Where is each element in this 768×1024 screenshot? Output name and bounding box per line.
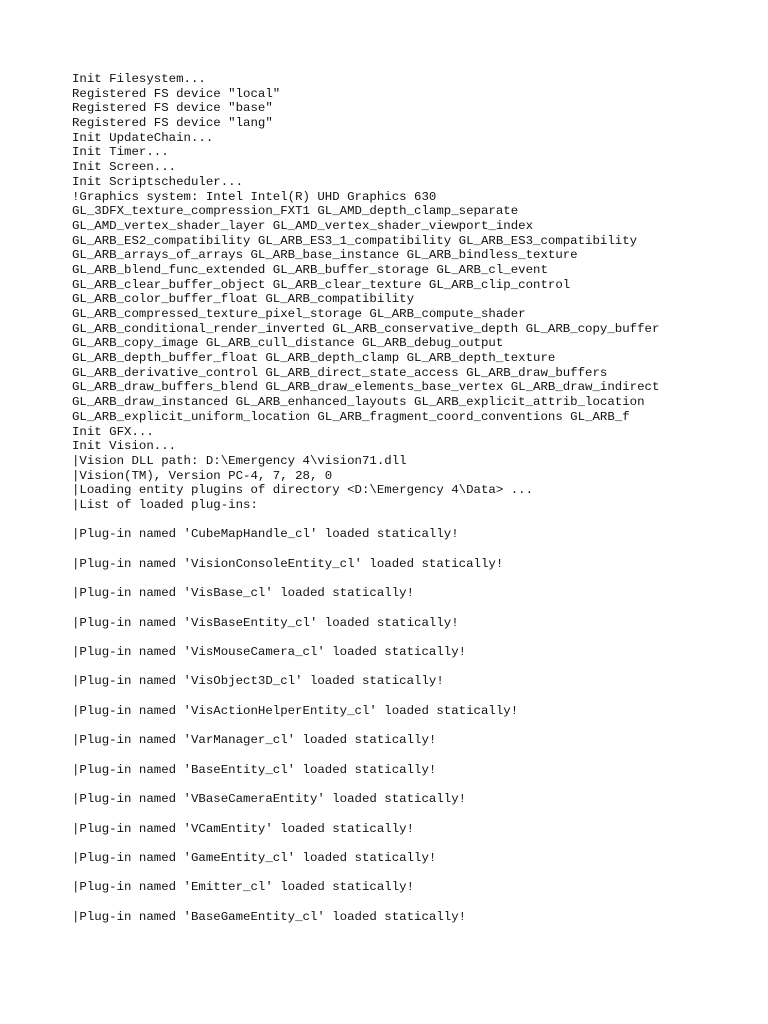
log-line: Init Screen... xyxy=(72,160,177,175)
log-line: GL_ARB_draw_instanced GL_ARB_enhanced_layouts GL_ARB_explicit_attrib_location xyxy=(72,395,645,410)
plugin-line: |Plug-in named 'VarManager_cl' loaded statically! xyxy=(72,733,437,748)
log-line: Init Filesystem... xyxy=(72,72,206,86)
log-line: Registered FS device "lang" xyxy=(72,116,273,131)
log-line: |List of loaded plug-ins: xyxy=(72,497,258,512)
plugin-list xyxy=(72,527,752,939)
plugin-line: |Plug-in named 'VBaseCameraEntity' loaded statically! xyxy=(72,792,467,807)
log-document xyxy=(72,72,752,939)
init-log xyxy=(72,72,752,513)
log-line: GL_ARB_conditional_render_inverted GL_ARB_conservative_depth GL_ARB_copy_buffer xyxy=(72,321,660,336)
log-line: GL_3DFX_texture_compression_FXT1 GL_AMD_depth_clamp_separate xyxy=(72,204,519,219)
log-line: Init UpdateChain... xyxy=(72,130,214,145)
log-line: |Loading entity plugins of directory <D:\Emergency 4\Data> ... xyxy=(72,483,534,498)
plugin-line: |Plug-in named 'VisMouseCamera_cl' loaded statically! xyxy=(72,644,467,659)
plugin-line: |Plug-in named 'VisObject3D_cl' loaded statically! xyxy=(72,674,444,689)
plugin-line: |Plug-in named 'VisActionHelperEntity_cl' loaded statically! xyxy=(72,703,519,718)
log-line: GL_ARB_color_buffer_float GL_ARB_compatibility xyxy=(72,292,415,307)
log-line: |Vision(TM), Version PC-4, 7, 28, 0 xyxy=(72,468,333,483)
log-line: GL_ARB_draw_buffers_blend GL_ARB_draw_elements_base_vertex GL_ARB_draw_indirect xyxy=(72,380,660,395)
log-line: |Vision DLL path: D:\Emergency 4\vision71.dll xyxy=(72,453,407,468)
log-line: !Graphics system: Intel Intel(R) UHD Graphics 630 xyxy=(72,189,437,204)
plugin-line: |Plug-in named 'CubeMapHandle_cl' loaded statically! xyxy=(72,527,459,542)
plugin-line: |Plug-in named 'Emitter_cl' loaded statically! xyxy=(72,880,415,895)
log-line: GL_ARB_compressed_texture_pixel_storage GL_ARB_compute_shader xyxy=(72,307,526,321)
plugin-line: |Plug-in named 'VCamEntity' loaded statically! xyxy=(72,821,415,836)
log-line: GL_ARB_explicit_uniform_location GL_ARB_fragment_coord_conventions GL_ARB_f xyxy=(72,409,630,424)
plugin-line: |Plug-in named 'GameEntity_cl' loaded statically! xyxy=(72,851,437,866)
plugin-line: |Plug-in named 'VisionConsoleEntity_cl' loaded statically! xyxy=(72,556,504,571)
log-line: Init Timer... xyxy=(72,145,169,160)
log-line: Init Vision... xyxy=(72,439,177,454)
plugin-line: |Plug-in named 'VisBaseEntity_cl' loaded statically! xyxy=(72,615,459,630)
log-line: GL_ARB_clear_buffer_object GL_ARB_clear_texture GL_ARB_clip_control xyxy=(72,277,571,292)
plugin-line: |Plug-in named 'BaseGameEntity_cl' loaded statically! xyxy=(72,909,467,924)
log-line: Init Scriptscheduler... xyxy=(72,174,244,189)
log-line: GL_ARB_blend_func_extended GL_ARB_buffer_storage GL_ARB_cl_event xyxy=(72,262,548,277)
log-line: GL_ARB_ES2_compatibility GL_ARB_ES3_1_compatibility GL_ARB_ES3_compatibility xyxy=(72,233,638,248)
log-line: Registered FS device "base" xyxy=(72,101,273,116)
log-line: GL_ARB_copy_image GL_ARB_cull_distance GL_ARB_debug_output xyxy=(72,336,504,351)
plugin-line: |Plug-in named 'VisBase_cl' loaded statically! xyxy=(72,586,415,601)
log-line: GL_AMD_vertex_shader_layer GL_AMD_vertex_shader_viewport_index xyxy=(72,218,534,233)
plugin-line: |Plug-in named 'BaseEntity_cl' loaded statically! xyxy=(72,762,437,777)
log-line: Init GFX... xyxy=(72,424,154,439)
log-line: GL_ARB_arrays_of_arrays GL_ARB_base_instance GL_ARB_bindless_texture xyxy=(72,248,578,263)
log-line: Registered FS device "local" xyxy=(72,86,281,101)
log-line: GL_ARB_depth_buffer_float GL_ARB_depth_clamp GL_ARB_depth_texture xyxy=(72,351,556,366)
log-line: GL_ARB_derivative_control GL_ARB_direct_state_access GL_ARB_draw_buffers xyxy=(72,365,608,380)
